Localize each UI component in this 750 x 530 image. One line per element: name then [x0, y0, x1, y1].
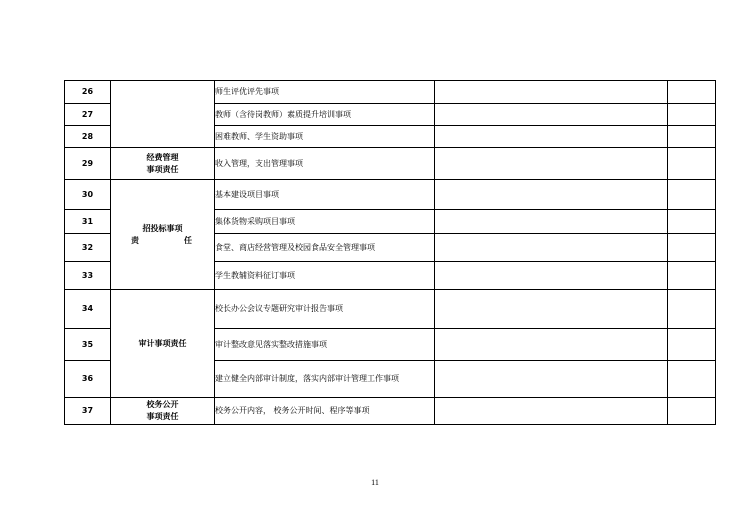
row-number: 35: [65, 329, 111, 361]
blank-cell: [435, 148, 668, 180]
row-number: 37: [65, 398, 111, 425]
blank-cell: [435, 398, 668, 425]
category-cell-empty: [111, 81, 215, 148]
blank-cell: [668, 126, 716, 148]
item-text: 集体货物采购项目事项: [215, 210, 435, 234]
item-text: 学生教辅资料征订事项: [215, 262, 435, 290]
row-number: 29: [65, 148, 111, 180]
row-number: 30: [65, 180, 111, 210]
responsibility-table: [64, 80, 716, 425]
category-audit: [111, 290, 215, 398]
blank-cell: [435, 290, 668, 329]
category-line: 事项责任: [146, 412, 179, 421]
blank-cell: [435, 329, 668, 361]
blank-cell: [668, 81, 716, 104]
blank-cell: [435, 361, 668, 398]
table-row: [65, 81, 716, 104]
row-number: 31: [65, 210, 111, 234]
category-char: 责: [131, 235, 139, 245]
blank-cell: [435, 104, 668, 126]
blank-cell: [435, 81, 668, 104]
row-number: 28: [65, 126, 111, 148]
table-row: [65, 148, 716, 180]
item-text: 食堂、商店经营管理及校园食品安全管理事项: [215, 234, 435, 262]
category-char: 任: [184, 235, 192, 245]
item-text: 师生评优评先事项: [215, 81, 435, 104]
blank-cell: [435, 210, 668, 234]
item-text: 教师（含待岗教师）素质提升培训事项: [215, 104, 435, 126]
blank-cell: [435, 262, 668, 290]
blank-cell: [668, 104, 716, 126]
blank-cell: [435, 234, 668, 262]
blank-cell: [668, 329, 716, 361]
item-text: 建立健全内部审计制度，落实内部审计管理工作事项: [215, 361, 435, 398]
row-number: 33: [65, 262, 111, 290]
item-text: 校长办公会议专题研究审计报告事项: [215, 290, 435, 329]
row-number: 27: [65, 104, 111, 126]
item-text: 基本建设项目事项: [215, 180, 435, 210]
category-line: 事项责任: [146, 164, 179, 174]
blank-cell: [668, 210, 716, 234]
blank-cell: [668, 361, 716, 398]
row-number: 26: [65, 81, 111, 104]
category-finance: [111, 148, 215, 180]
blank-cell: [668, 180, 716, 210]
row-number: 32: [65, 234, 111, 262]
item-text: 校务公开内容， 校务公开时间、程序等事项: [215, 398, 435, 425]
category-line: 审计事项责任: [138, 338, 187, 348]
blank-cell: [668, 398, 716, 425]
category-disclosure: [111, 398, 215, 425]
blank-cell: [668, 290, 716, 329]
blank-cell: [435, 180, 668, 210]
table-row: [65, 398, 716, 425]
category-bidding: [111, 180, 215, 290]
category-line: 经费管理: [146, 152, 179, 162]
blank-cell: [668, 262, 716, 290]
item-text: 收入管理，支出管理事项: [215, 148, 435, 180]
blank-cell: [668, 234, 716, 262]
item-text: 困难教师、学生资助事项: [215, 126, 435, 148]
page-number: 11: [371, 478, 379, 487]
category-line: [111, 235, 214, 247]
item-text: 审计整改意见落实整改措施事项: [215, 329, 435, 361]
blank-cell: [668, 148, 716, 180]
table-row: [65, 180, 716, 210]
table-row: [65, 290, 716, 329]
blank-cell: [435, 126, 668, 148]
row-number: 36: [65, 361, 111, 398]
category-line: 招投标事项: [142, 223, 183, 233]
row-number: 34: [65, 290, 111, 329]
category-line: 校务公开: [146, 400, 179, 409]
